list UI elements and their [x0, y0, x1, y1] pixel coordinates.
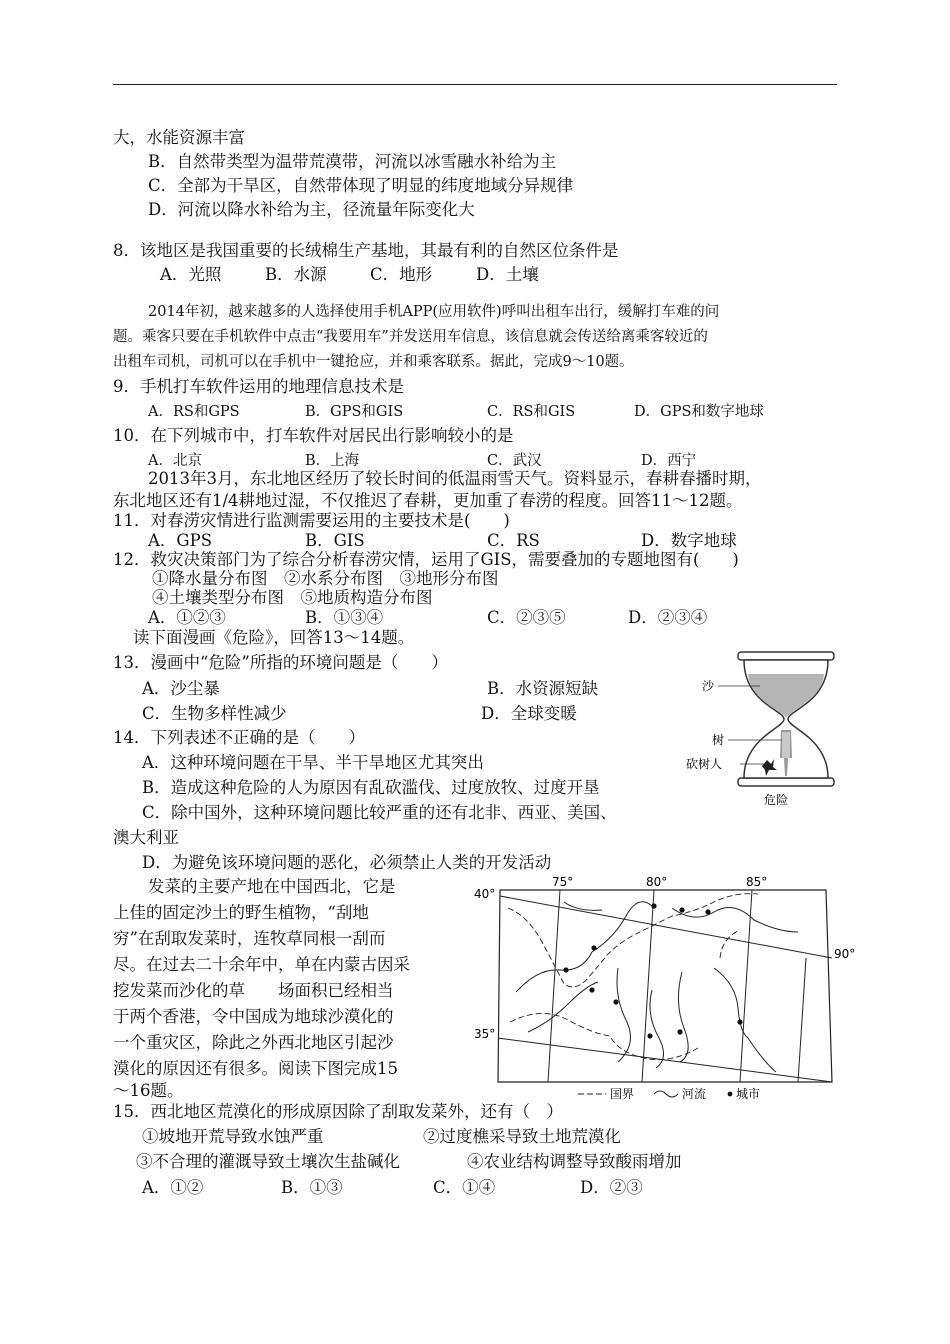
q14-option-c: C．除中国外，这种环境问题比较严重的还有北非、西亚、美国、 [142, 803, 617, 822]
q9-option-a: A．RS和GPS [148, 404, 240, 420]
hourglass-cartoon [686, 648, 850, 810]
passage1-line: 出租车司机，司机可以在手机中一键抢应，并和乘客联系。据此，完成9～10题。 [113, 354, 634, 370]
label-sand: 沙 [702, 679, 715, 693]
q11-stem: 11．对春涝灾情进行监测需要运用的主要技术是( ) [113, 511, 510, 530]
q15-item-4: ④农业结构调整导致酸雨增加 [467, 1152, 682, 1171]
q8-option-c: C．地形 [370, 265, 433, 284]
northwest-china-map [468, 872, 868, 1100]
q15-item-2: ②过度樵采导致土地荒漠化 [423, 1127, 621, 1146]
passage3-line: 尽。在过去二十余年中，单在内蒙古因采 [113, 955, 410, 974]
label-tree: 树 [712, 733, 725, 747]
passage3-line: 穷”在刮取发菜时，连牧草同根一刮而 [113, 929, 386, 948]
q9-option-d: D．GPS和数字地球 [634, 404, 764, 420]
q11-option-a: A．GPS [148, 531, 213, 550]
q7-continuation: 大，水能资源丰富 [113, 128, 245, 147]
passage2-line: 2013年3月，东北地区经历了较长时间的低温雨雪天气。资料显示，春耕春播时期， [148, 469, 762, 488]
hourglass-caption: 危险 [763, 793, 789, 807]
lon-label-85: 85° [746, 875, 768, 889]
header-rule [113, 84, 837, 85]
city-marker [589, 987, 594, 992]
q8-option-b: B．水源 [265, 265, 327, 284]
q12-stem: 12．救灾决策部门为了综合分析春涝灾情，运用了GIS，需要叠加的专题地图有( ) [113, 550, 739, 569]
q12-maps-line1: ①降水量分布图 ②水系分布图 ③地形分布图 [152, 569, 499, 588]
legend-border-label: 国界 [610, 1087, 635, 1101]
map-frame [498, 890, 832, 1082]
q13-option-a: A．沙尘暴 [142, 679, 220, 698]
q15-option-b: B．①③ [281, 1178, 343, 1197]
q10-option-b: B．上海 [305, 453, 360, 469]
q15-item-1: ①坡地开荒导致水蚀严重 [142, 1127, 324, 1146]
passage3-line: ～16题。 [113, 1081, 184, 1100]
intro-13-14: 读下面漫画《危险》，回答13～14题。 [133, 628, 415, 647]
q8-stem: 8．该地区是我国重要的长绒棉生产基地，其最有利的自然区位条件是 [113, 241, 619, 260]
passage3-line: 于两个香港，令中国成为地球沙漠化的 [113, 1007, 394, 1026]
city-marker [563, 967, 568, 972]
q11-option-d: D．数字地球 [641, 531, 737, 550]
q7-option-d: D．河流以降水补给为主，径流量年际变化大 [148, 200, 475, 219]
q8-option-a: A．光照 [160, 265, 222, 284]
passage1-line: 题。乘客只要在手机软件中点击“我要用车”并发送用车信息，该信息就会传送给离乘客较近的 [113, 329, 708, 345]
q13-option-c: C．生物多样性减少 [142, 704, 287, 723]
q14-option-a: A．这种环境问题在干旱、半干旱地区尤其突出 [142, 753, 484, 772]
q7-option-c: C．全部为干旱区，自然带体现了明显的纬度地域分异规律 [148, 176, 574, 195]
lat-label-40: 40° [474, 887, 496, 901]
q15-option-a: A．①② [142, 1178, 204, 1197]
passage2-line: 东北地区还有1/4耕地过湿，不仅推迟了春耕，更加重了春涝的程度。回答11～12题。 [113, 491, 743, 510]
lat-label-35: 35° [474, 1027, 496, 1041]
city-marker [705, 909, 710, 914]
q13-option-b: B．水资源短缺 [487, 679, 599, 698]
q12-option-a: A．①②③ [148, 608, 226, 627]
q8-option-d: D．土壤 [476, 265, 539, 284]
legend-city-symbol [728, 1092, 733, 1097]
q15-stem: 15．西北地区荒漠化的形成原因除了刮取发菜外，还有（ ） [113, 1102, 563, 1121]
city-marker [679, 907, 684, 912]
q10-option-d: D．西宁 [641, 453, 697, 469]
q13-stem: 13．漫画中“危险”所指的环境问题是（ ） [113, 653, 448, 672]
lon-label-75: 75° [552, 875, 574, 889]
q12-option-d: D．②③④ [628, 608, 708, 627]
passage1-line: 2014年初，越来越多的人选择使用手机APP(应用软件)呼叫出租车出行，缓解打车难的问 [148, 304, 720, 320]
q13-option-d: D．全球变暖 [481, 704, 577, 723]
city-marker [613, 999, 618, 1004]
q11-option-c: C．RS [487, 531, 540, 550]
q14-option-d: D．为避免该环境问题的恶化，必须禁止人类的开发活动 [142, 853, 552, 872]
passage3-line: 漠化的原因还有很多。阅读下图完成15 [113, 1059, 398, 1078]
q14-option-c-cont: 澳大利亚 [113, 828, 179, 847]
q9-option-b: B．GPS和GIS [305, 404, 404, 420]
city-marker [647, 1033, 652, 1038]
q10-option-c: C．武汉 [487, 453, 542, 469]
city-marker [737, 1019, 742, 1024]
lon-label-90: 90° [834, 947, 856, 961]
lon-label-80: 80° [646, 875, 668, 889]
q14-stem: 14．下列表述不正确的是（ ） [113, 728, 365, 747]
q9-stem: 9．手机打车软件运用的地理信息技术是 [113, 377, 404, 396]
passage3-line: 上佳的固定沙土的野生植物，“刮地 [113, 903, 369, 922]
legend-river-label: 河流 [682, 1087, 707, 1101]
q15-option-d: D．②③ [580, 1178, 643, 1197]
q12-maps-line2: ④土壤类型分布图 ⑤地质构造分布图 [152, 588, 433, 607]
q15-option-c: C．①④ [433, 1178, 496, 1197]
q12-option-c: C．②③⑤ [487, 608, 566, 627]
q14-option-b: B．造成这种危险的人为原因有乱砍滥伐、过度放牧、过度开垦 [142, 778, 600, 797]
q10-stem: 10．在下列城市中，打车软件对居民出行影响较小的是 [113, 426, 514, 445]
passage3-line: 挖发菜而沙化的草 场面积已经相当 [113, 981, 394, 1000]
city-marker [591, 945, 596, 950]
city-marker [651, 903, 656, 908]
q9-option-c: C．RS和GIS [487, 404, 576, 420]
legend-city-label: 城市 [736, 1087, 761, 1101]
passage3-line: 发菜的主要产地在中国西北，它是 [148, 877, 396, 896]
q12-option-b: B．①③④ [305, 608, 384, 627]
passage3-line: 一个重灾区，除此之外西北地区引起沙 [113, 1033, 394, 1052]
label-cutter: 砍树人 [686, 757, 723, 771]
q11-option-b: B．GIS [305, 531, 365, 550]
q15-item-3: ③不合理的灌溉导致土壤次生盐碱化 [136, 1152, 400, 1171]
legend-river-symbol [654, 1091, 678, 1097]
city-marker [677, 1029, 682, 1034]
q10-option-a: A．北京 [148, 453, 202, 469]
q7-option-b: B．自然带类型为温带荒漠带，河流以冰雪融水补给为主 [148, 152, 557, 171]
